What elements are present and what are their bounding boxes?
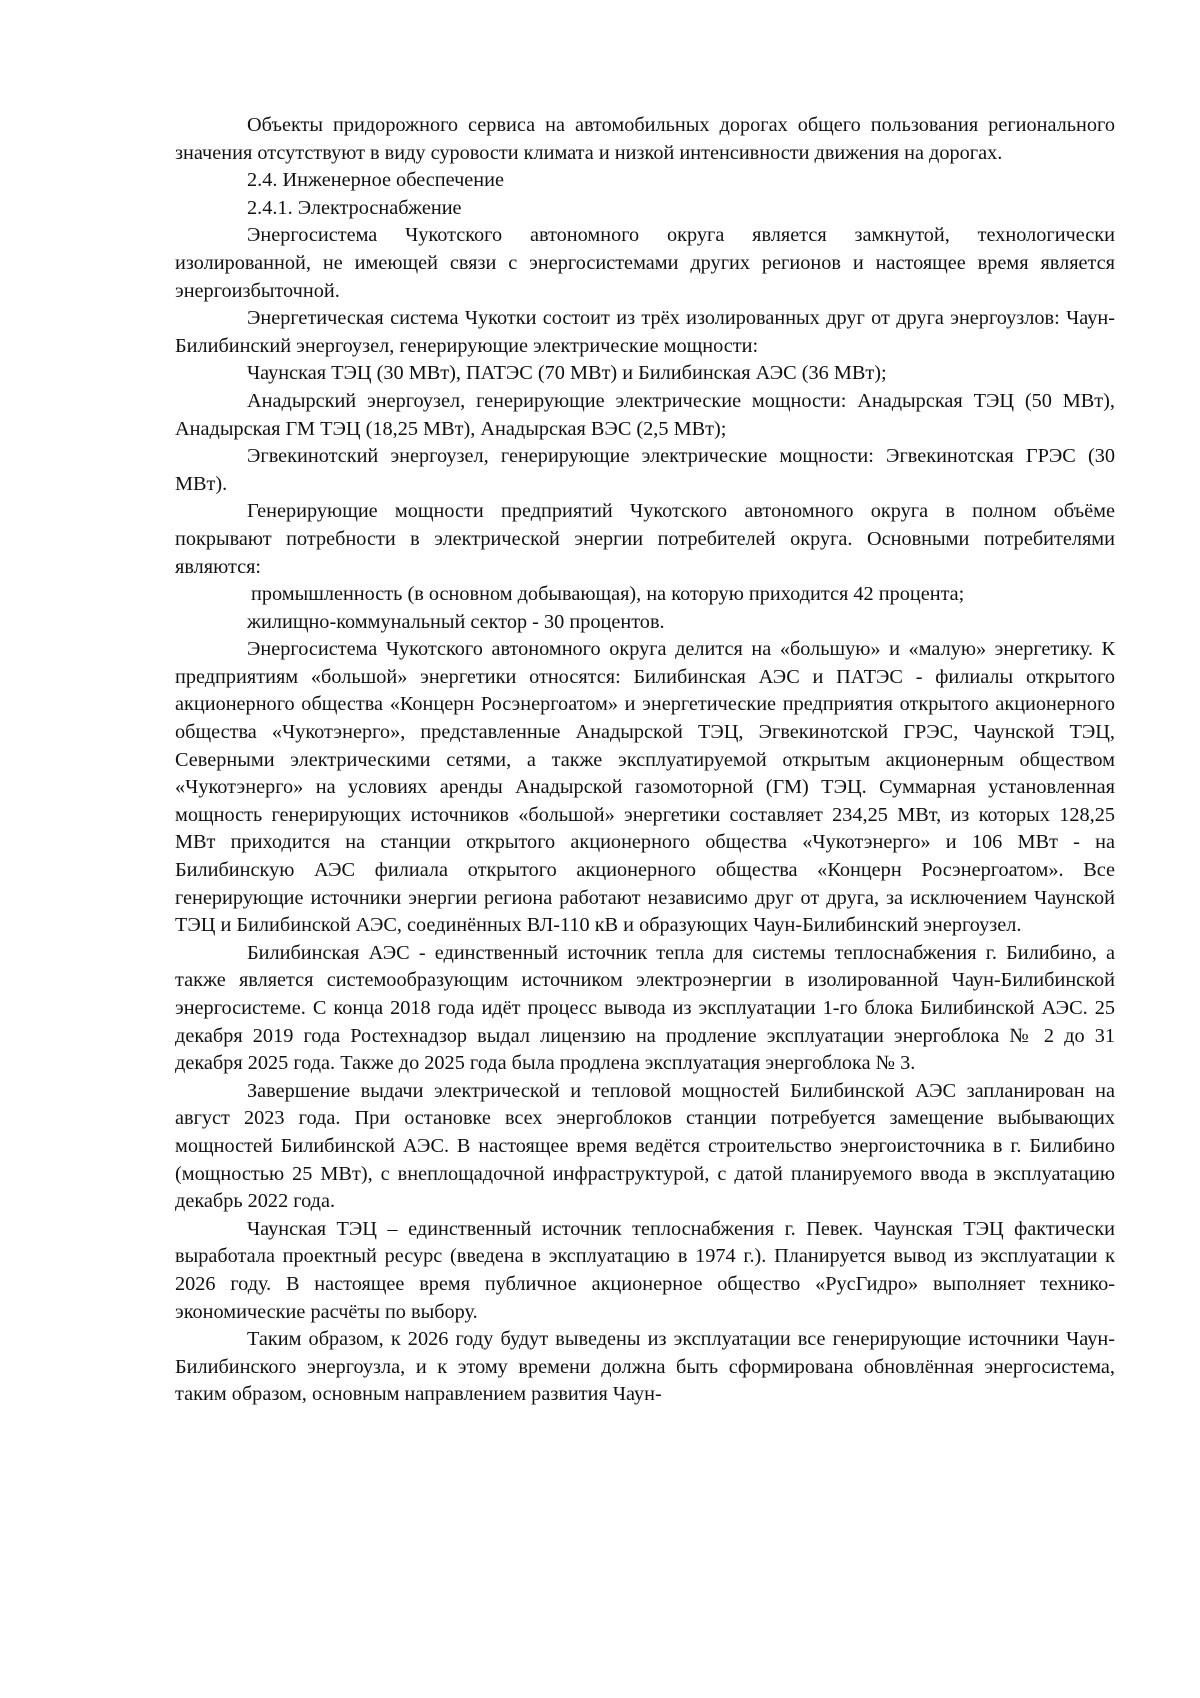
paragraph-big-small-energy: Энергосистема Чукотского автономного округа делится на «большую» и «малую» энергетику. К предприятиям «большой» энергетики относятся: Билибинская АЭС и ПАТЭС - филиалы открытого акционерного общества «Концерн Росэнергоатом» и энергетические предприятия открытого акционерного общества «Чукотэнерго», представленные Анадырской ТЭЦ, Эгвекинотской ГРЭС, Чаунской ТЭЦ, Северными электрическими сетями, а также эксплуатируемой открытым акционерным обществом «Чукотэнерго» на условиях аренды Анадырской газомоторной (ГМ) ТЭЦ. Суммарная установленная мощность генерирующих источников «большой» энергетики составляет 234,25 МВт, из которых 128,25 МВт приходится на станции открытого акционерного общества «Чукотэнерго» и 106 МВт - на Билибинскую АЭС филиала открытого акционерного общества «Концерн Росэнергоатом». Все генерирующие источники энергии региона работают независимо друг от друга, за исключением Чаунской ТЭЦ и Билибинской АЭС, соединённых ВЛ-110 кВ и образующих Чаун-Билибинский энергоузел. [175,638,1115,937]
document-page [175,112,1115,1409]
paragraph-chaun-chp: Чаунская ТЭЦ – единственный источник теплоснабжения г. Певек. Чаунская ТЭЦ фактически выработала проектный ресурс (введена в эксплуатацию в 1974 г.). Планируется вывод из эксплуатации к 2026 году. В настоящее время публичное акционерное общество «РусГидро» выполняет технико-экономические расчёты по выбору. [175,1217,1115,1323]
paragraph-chaun-node-capacity: Чаунская ТЭЦ (30 МВт), ПАТЭС (70 МВт) и Билибинская АЭС (36 МВт); [247,362,887,385]
list-item-industry: промышленность (в основном добывающая), на которую приходится 42 процента; [251,583,965,606]
paragraph-egvekinot-node: Эгвекинотский энергоузел, генерирующие электрические мощности: Эгвекинотская ГРЭС (30 МВт). [175,445,1115,495]
paragraph-energy-system-closed: Энергосистема Чукотского автономного округа является замкнутой, технологически изолированной, не имеющей связи с энергосистемами других регионов и настоящее время является энергоизбыточной. [175,224,1115,302]
list-item-housing: жилищно-коммунальный сектор - 30 процентов. [247,610,665,633]
paragraph-roadside-service: Объекты придорожного сервиса на автомобильных дорогах общего пользования регионального значения отсутствуют в виду суровости климата и низкой интенсивности движения на дорогах. [175,114,1115,164]
paragraph-bilibino-npp: Билибинская АЭС - единственный источник тепла для системы теплоснабжения г. Билибино, а также является системообразующим источником электроэнергии в изолированной Чаун-Билибинской энергосистеме. С конца 2018 года идёт процесс вывода из эксплуатации 1-го блока Билибинской АЭС. 25 декабря 2019 года Ростехнадзор выдал лицензию на продление эксплуатации энергоблока № 2 до 31 декабря 2025 года. Также до 2025 года была продлена эксплуатация энергоблока № 3. [175,941,1115,1075]
paragraph-npp-shutdown: Завершение выдачи электрической и тепловой мощностей Билибинской АЭС запланирован на август 2023 года. При остановке всех энергоблоков станции потребуется замещение выбывающих мощностей Билибинской АЭС. В настоящее время ведётся строительство энергоисточника в г. Билибино (мощностью 25 МВт), с внеплощадочной инфраструктурой, с датой планируемого ввода в эксплуатацию декабрь 2022 года. [175,1079,1115,1213]
heading-power-supply: 2.4.1. Электроснабжение [247,196,462,219]
heading-engineering-support: 2.4. Инженерное обеспечение [247,169,505,192]
paragraph-conclusion: Таким образом, к 2026 году будут выведены из эксплуатации все генерирующие источники Чаун-Билибинского энергоузла, и к этому времени должна быть сформирована обновлённая энергосистема, таким образом, основным направлением развития Чаун- [175,1328,1115,1406]
paragraph-energy-nodes: Энергетическая система Чукотки состоит из трёх изолированных друг от друга энергоузлов: Чаун-Билибинский энергоузел, генерирующие электрические мощности: [175,307,1115,357]
paragraph-consumers: Генерирующие мощности предприятий Чукотского автономного округа в полном объёме покрывают потребности в электрической энергии потребителей округа. Основными потребителями являются: [175,500,1115,578]
paragraph-anadyr-node: Анадырский энергоузел, генерирующие электрические мощности: Анадырская ТЭЦ (50 МВт), Анадырская ГМ ТЭЦ (18,25 МВт), Анадырская ВЭС (2,5 МВт); [175,389,1115,440]
